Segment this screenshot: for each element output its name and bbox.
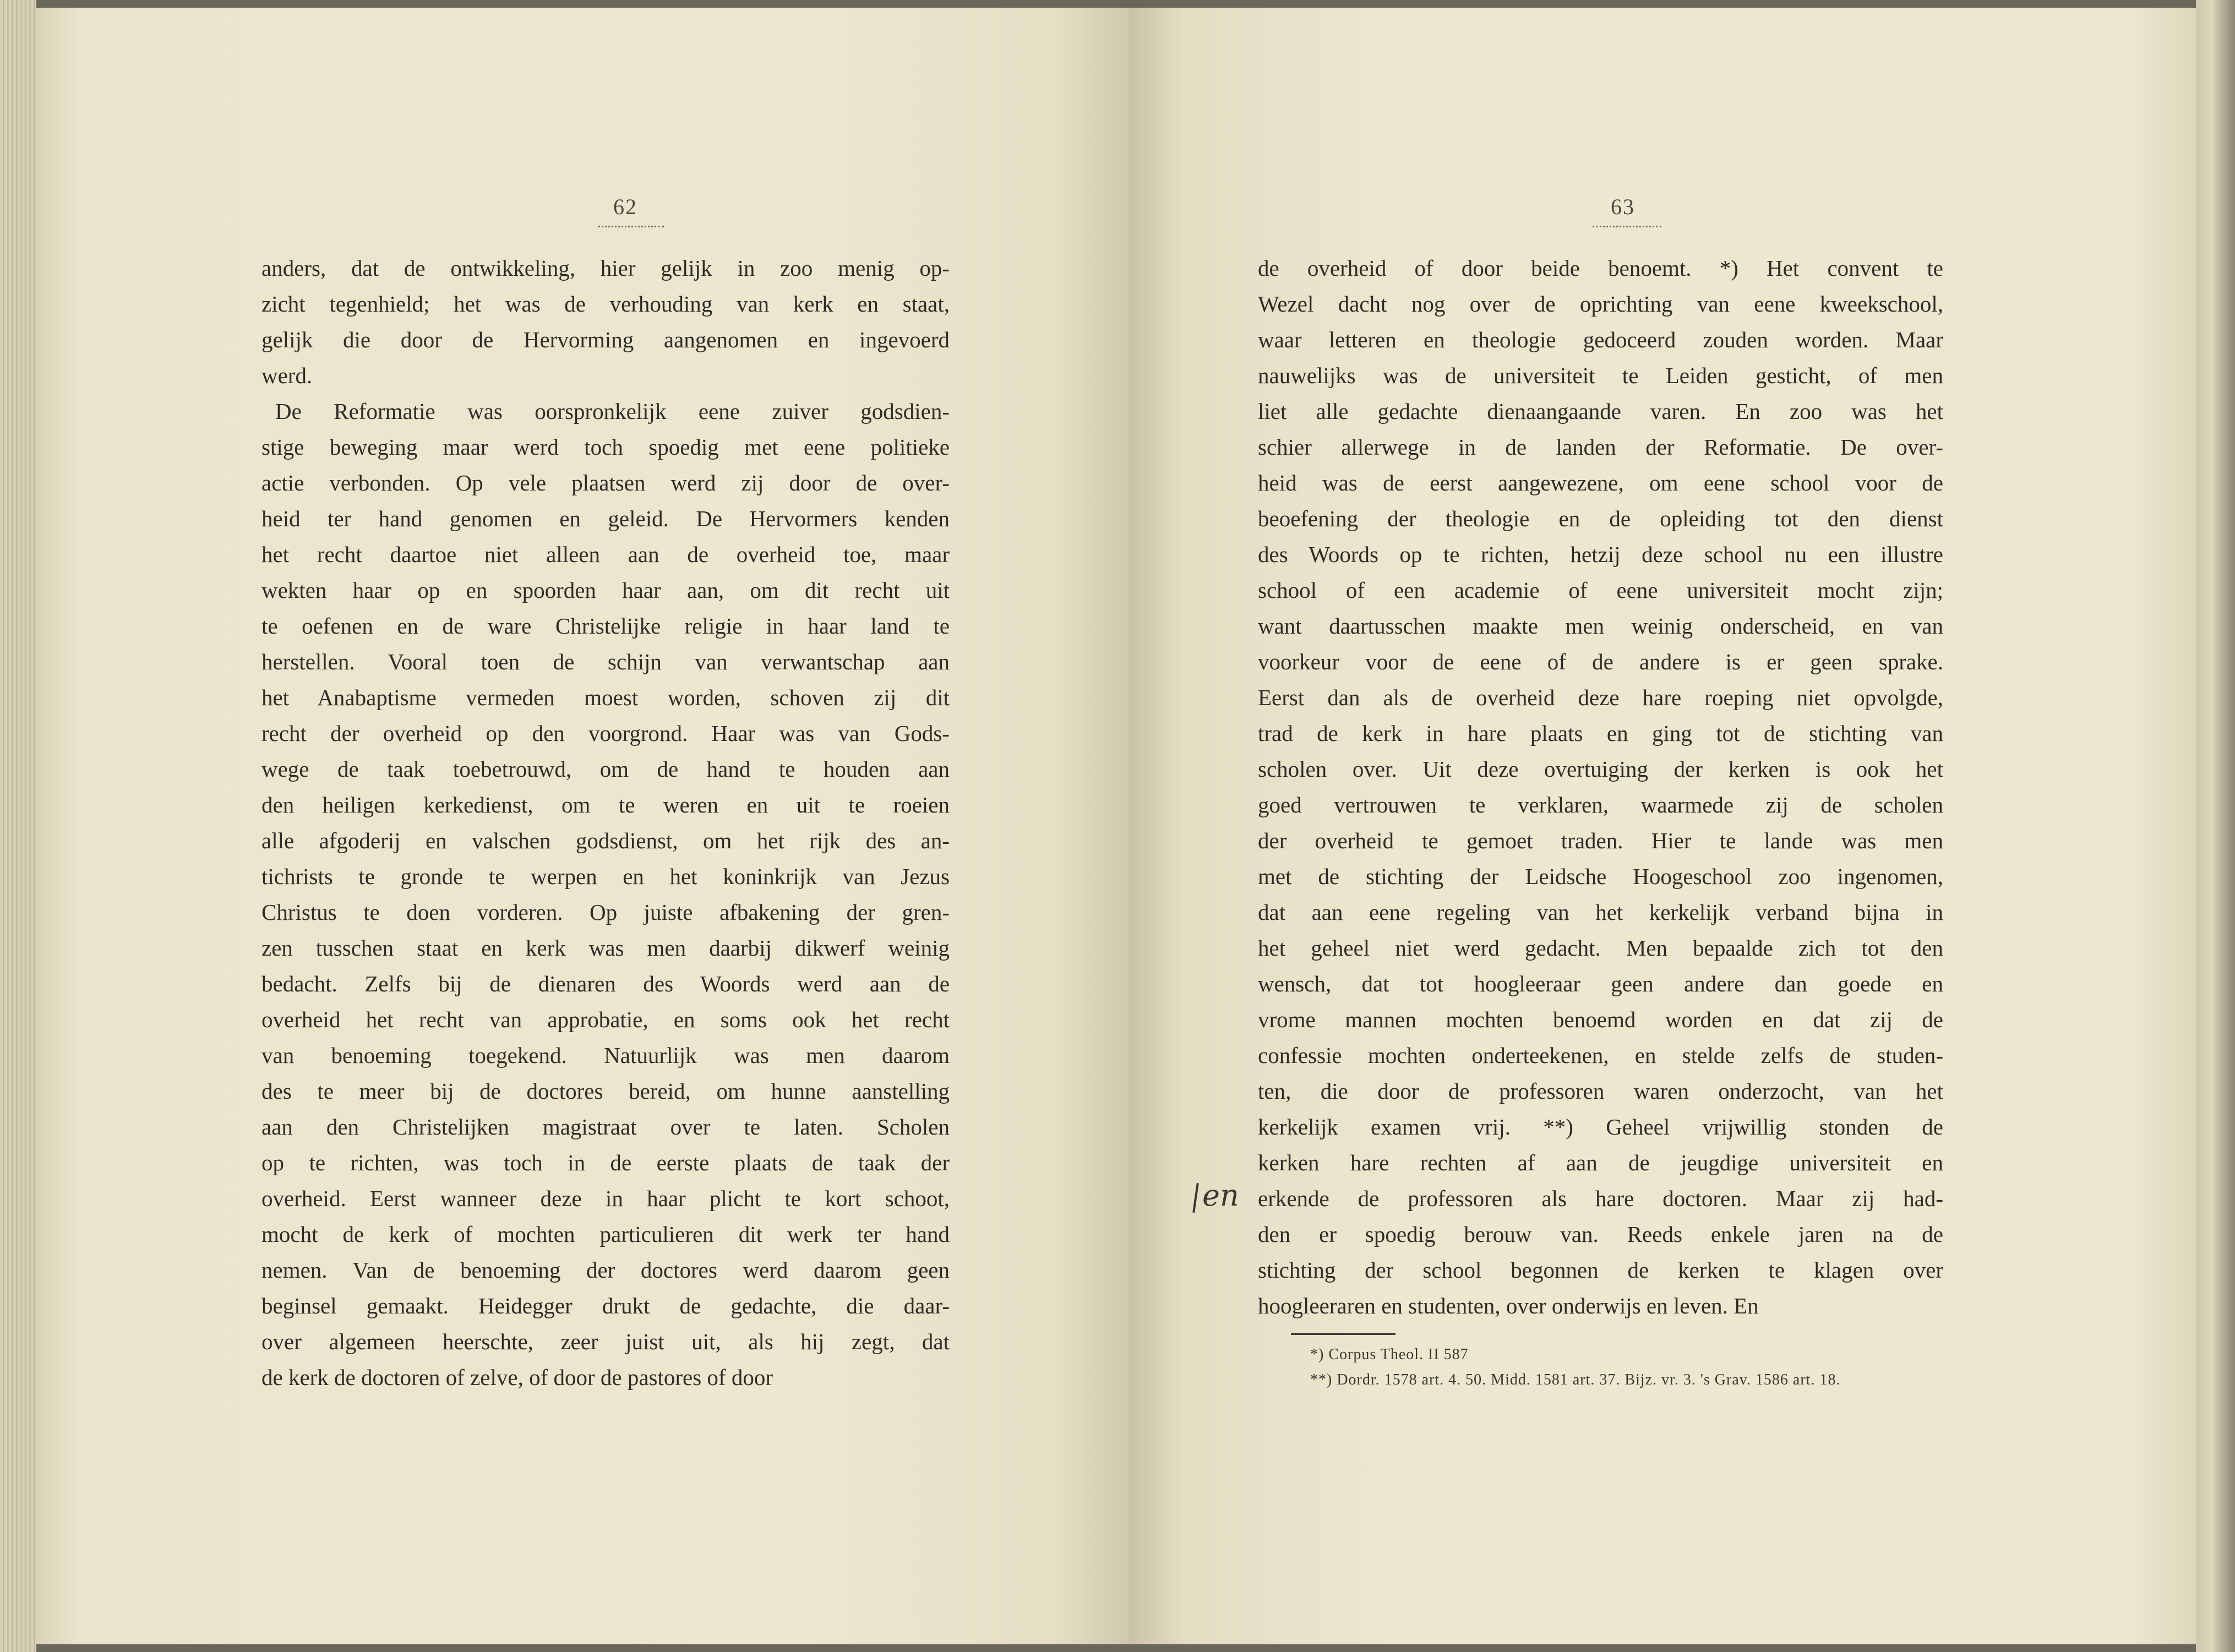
text-line: wege de taak toebetrouwd, om de hand te houden aan	[261, 756, 950, 782]
text-line: het Anabaptisme vermeden moest worden, schoven zij dit	[261, 685, 950, 710]
text-line: wensch, dat tot hoogleeraar geen andere dan goede en	[1258, 971, 1943, 996]
footnote-rule	[1291, 1333, 1395, 1335]
text-line: op te richten, was toch in de eerste plaats de taak der	[261, 1150, 950, 1175]
text-line: recht der overheid op den voorgrond. Haar was van Gods-	[261, 721, 950, 746]
text-line: nemen. Van de benoeming der doctores werd daarom geen	[261, 1257, 950, 1283]
text-line: kerken hare rechten af aan de jeugdige universiteit en	[1258, 1150, 1943, 1175]
text-line: hoogleeraren en studenten, over onderwijs en leven. En	[1258, 1293, 1759, 1318]
text-line: te oefenen en de ware Christelijke religie in haar land te	[261, 613, 950, 639]
right-page-number: 63	[1611, 194, 1635, 219]
footnote: *) Corpus Theol. II 587	[1310, 1346, 1469, 1363]
text-line: kerkelijk examen vrij. **) Geheel vrijwillig stonden de	[1258, 1114, 1943, 1140]
text-line: zen tusschen staat en kerk was men daarbij dikwerf weinig	[261, 935, 950, 961]
margin-note-text: en	[1202, 1178, 1239, 1213]
margin-note	[1195, 1178, 1239, 1213]
right-page-body	[1258, 250, 1943, 1324]
text-line: actie verbonden. Op vele plaatsen werd zij door de over-	[261, 470, 950, 495]
text-line: de overheid of door beide benoemt. *) Het convent te	[1258, 255, 1943, 281]
text-line: gelijk die door de Hervorming aangenomen en ingevoerd	[261, 327, 950, 352]
text-line: Eerst dan als de overheid deze hare roeping niet opvolgde,	[1258, 685, 1943, 710]
text-line: school of een academie of eene universiteit mocht zijn;	[1258, 577, 1943, 603]
text-line: van benoeming toegekend. Natuurlijk was men daarom	[261, 1043, 950, 1068]
text-line: beoefening der theologie en de opleiding tot den dienst	[1258, 506, 1943, 531]
text-line: nauwelijks was de universiteit te Leiden gesticht, of men	[1258, 363, 1943, 388]
text-line: heid was de eerst aangewezene, om eene school voor de	[1258, 470, 1943, 495]
text-line: want daartusschen maakte men weinig onderscheid, en van	[1258, 613, 1943, 639]
text-line: heid ter hand genomen en geleid. De Hervormers kenden	[261, 506, 950, 531]
text-line: werd.	[261, 363, 313, 388]
text-line: tichrists te gronde te werpen en het koninkrijk van Jezus	[261, 864, 950, 889]
text-line: zicht tegenhield; het was de verhouding van kerk en staat,	[261, 291, 950, 317]
footnote: **) Dordr. 1578 art. 4. 50. Midd. 1581 art. 37. Bijz. vr. 3. 's Grav. 1586 art. 18.	[1310, 1371, 1841, 1388]
text-line: herstellen. Vooral toen de schijn van verwantschap aan	[261, 649, 950, 674]
left-page-number: 62	[613, 194, 637, 219]
text-line: anders, dat de ontwikkeling, hier gelijk in zoo menig op-	[261, 255, 950, 281]
text-line: waar letteren en theologie gedoceerd zouden worden. Maar	[1258, 327, 1943, 352]
text-line: het recht daartoe niet alleen aan de overheid toe, maar	[261, 542, 950, 567]
text-line: bedacht. Zelfs bij de dienaren des Woords werd aan de	[261, 971, 950, 996]
text-line: der overheid te gemoet traden. Hier te lande was men	[1258, 828, 1943, 853]
text-line: De Reformatie was oorspronkelijk eene zuiver godsdien-	[275, 399, 950, 424]
text-line: overheid het recht van approbatie, en soms ook het recht	[261, 1007, 950, 1032]
left-page-number-rule	[598, 226, 664, 227]
text-line: dat aan eene regeling van het kerkelijk verband bijna in	[1258, 899, 1943, 925]
text-line: liet alle gedachte dienaangaande varen. En zoo was het	[1258, 399, 1943, 424]
text-line: des Woords op te richten, hetzij deze school nu een illustre	[1258, 542, 1943, 567]
text-line: confessie mochten onderteekenen, en stelde zelfs de studen-	[1258, 1043, 1943, 1068]
text-line: beginsel gemaakt. Heidegger drukt de gedachte, die daar-	[261, 1293, 950, 1318]
text-line: schier allerwege in de landen der Reformatie. De over-	[1258, 434, 1943, 460]
left-page-body	[261, 250, 950, 1395]
text-line: Wezel dacht nog over de oprichting van eene kweekschool,	[1258, 291, 1943, 317]
text-line: stichting der school begonnen de kerken te klagen over	[1258, 1257, 1943, 1283]
text-line: overheid. Eerst wanneer deze in haar plicht te kort schoot,	[261, 1186, 950, 1211]
text-line: scholen over. Uit deze overtuiging der kerken is ook het	[1258, 756, 1943, 782]
text-line: over algemeen heerschte, zeer juist uit, als hij zegt, dat	[261, 1329, 950, 1354]
text-line: alle afgoderij en valschen godsdienst, om het rijk des an-	[261, 828, 950, 853]
text-line: de kerk de doctoren of zelve, of door de pastores of door	[261, 1365, 773, 1390]
text-line: ten, die door de professoren waren onderzocht, van het	[1258, 1078, 1943, 1104]
text-line: mocht de kerk of mochten particulieren dit werk ter hand	[261, 1222, 950, 1247]
text-line: erkende de professoren als hare doctoren. Maar zij had-	[1258, 1186, 1943, 1211]
text-line: met de stichting der Leidsche Hoogeschool zoo ingenomen,	[1258, 864, 1943, 889]
text-line: goed vertrouwen te verklaren, waarmede zij de scholen	[1258, 792, 1943, 817]
footnotes	[1310, 1342, 2191, 1393]
text-line: vrome mannen mochten benoemd worden en dat zij de	[1258, 1007, 1943, 1032]
right-page-number-rule	[1593, 226, 1661, 227]
text-line: voorkeur voor de eene of de andere is er geen sprake.	[1258, 649, 1943, 674]
left-page-edges	[0, 0, 36, 1652]
text-line: Christus te doen vorderen. Op juiste afbakening der gren-	[261, 899, 950, 925]
text-line: den er spoedig berouw van. Reeds enkele jaren na de	[1258, 1222, 1943, 1247]
text-line: het geheel niet werd gedacht. Men bepaalde zich tot den	[1258, 935, 1943, 961]
text-line: den heiligen kerkedienst, om te weren en uit te roeien	[261, 792, 950, 817]
text-line: stige beweging maar werd toch spoedig met eene politieke	[261, 434, 950, 460]
text-line: trad de kerk in hare plaats en ging tot de stichting van	[1258, 721, 1943, 746]
text-line: wekten haar op en spoorden haar aan, om dit recht uit	[261, 577, 950, 603]
text-line: des te meer bij de doctores bereid, om hunne aanstelling	[261, 1078, 950, 1104]
right-page-edges	[2196, 0, 2235, 1652]
text-line: aan den Christelijken magistraat over te laten. Scholen	[261, 1114, 950, 1140]
